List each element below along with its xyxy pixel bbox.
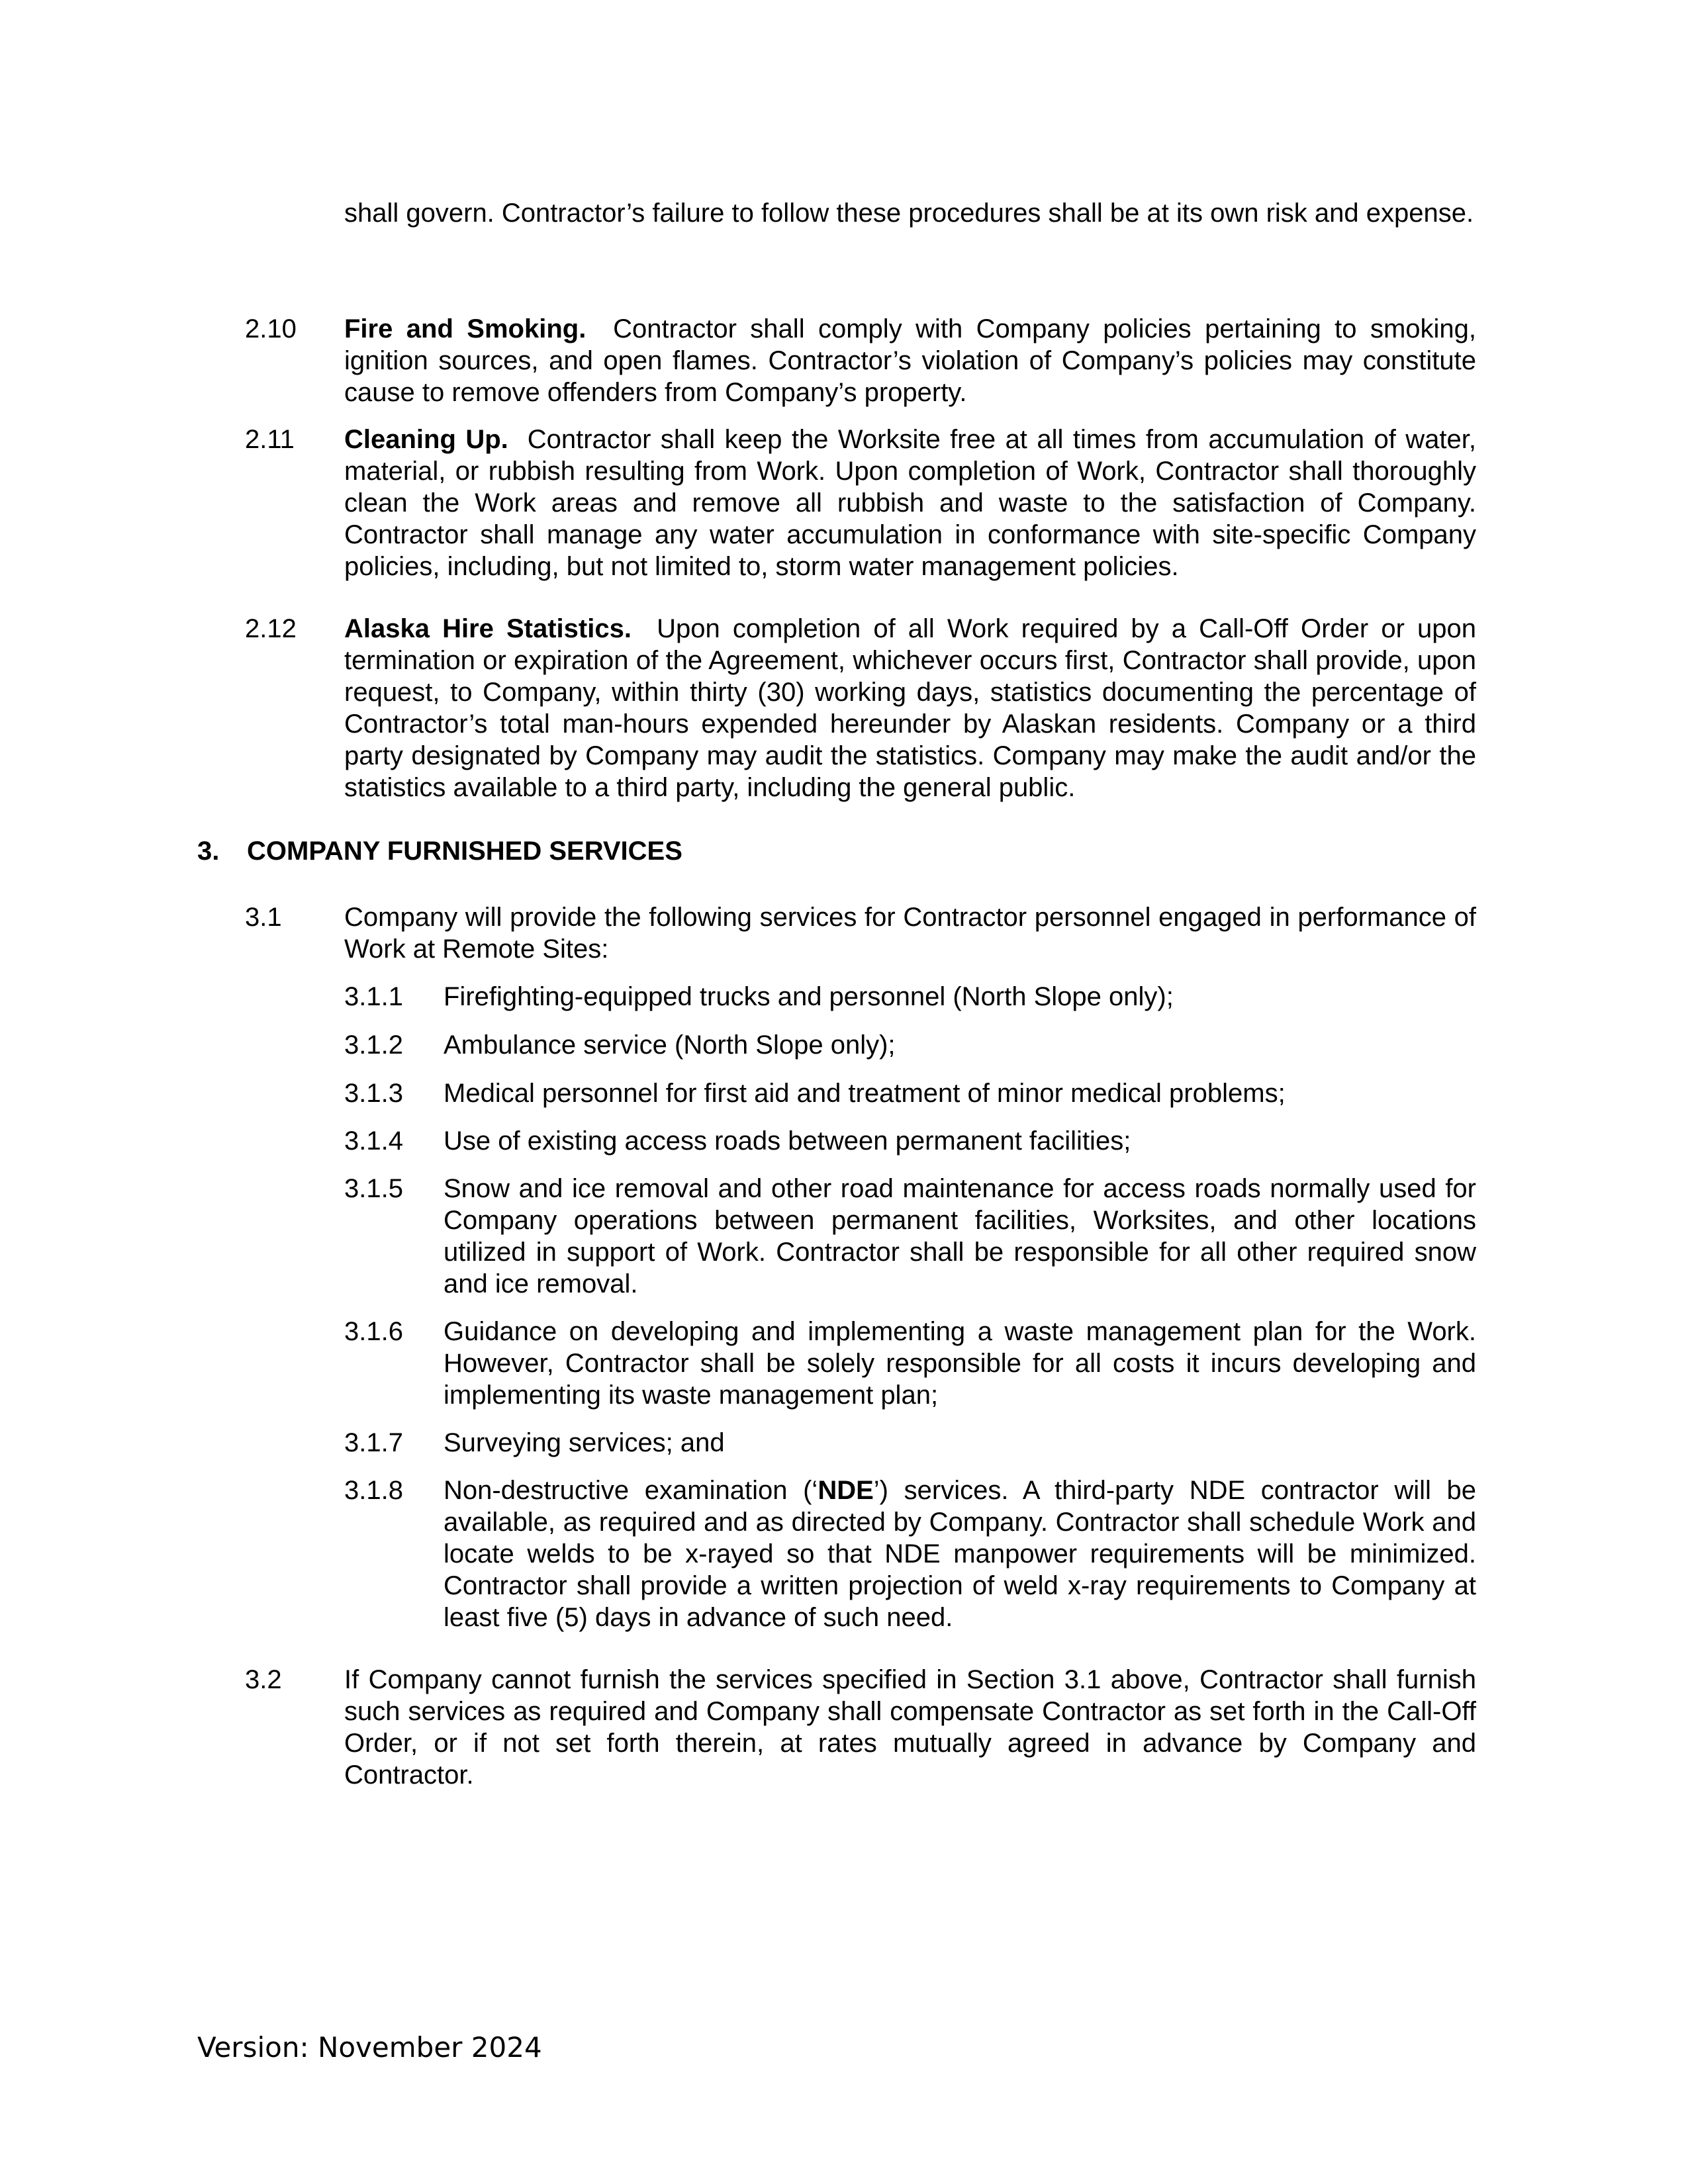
list-item-3-1-7	[344, 1427, 1476, 1459]
section-number: 2.12	[245, 614, 297, 643]
item-text: Ambulance service (North Slope only);	[444, 1030, 896, 1060]
section-number: 2.11	[245, 425, 295, 454]
list-item-3-1-1	[344, 981, 1476, 1013]
item-text-pre: Non-destructive examination (‘	[444, 1476, 818, 1505]
section-text: Contractor shall keep the Worksite free at all times from accumulation of water, material, or rubbish resulting from Work. Upon completion of Work, Contractor shall thoroughly clean the Work areas and remove all rubbish and waste to the satisfaction of Company. Contractor shall manage any water accumulation in conformance with site-specific Company policies, including, but not limited to, storm water management policies.	[344, 425, 1477, 581]
section-2-11	[245, 424, 1476, 582]
section-number: 3.2	[245, 1665, 282, 1694]
item-text: Firefighting-equipped trucks and personnel (North Slope only);	[444, 982, 1174, 1011]
section-text: Upon completion of all Work required by a Call-Off Order or upon termination or expiration of the Agreement, whichever occurs first, Contractor shall provide, upon request, to Company, within thirty (30) working days, statistics documenting the percentage of Contractor’s total man-hours expended hereunder by Alaskan residents. Company or a third party designated by Company may audit the statistics. Company may make the audit and/or the statistics available to a third party, including the general public.	[344, 614, 1476, 802]
item-text: Surveying services; and	[444, 1428, 725, 1457]
heading-title: COMPANY FURNISHED SERVICES	[247, 837, 682, 866]
section-title: Alaska Hire Statistics.	[344, 614, 632, 643]
section-text: Company will provide the following services for Contractor personnel engaged in performance of Work at Remote Sites:	[344, 903, 1476, 964]
section-text: Contractor shall comply with Company policies pertaining to smoking, ignition sources, and open flames. Contractor’s violation of Company’s policies may constitute cause to remove offenders from Company’s property.	[344, 314, 1476, 407]
section-body	[344, 424, 1476, 582]
list-item-3-1-5	[344, 1173, 1476, 1300]
defined-term: NDE	[818, 1476, 874, 1505]
section-2-10	[245, 313, 1476, 408]
list-item-3-1-8	[344, 1475, 1476, 1633]
section-3-2	[245, 1664, 1476, 1791]
section-title: Cleaning Up.	[344, 425, 508, 454]
list-item-3-1-2	[344, 1029, 1476, 1061]
item-number: 3.1.5	[344, 1174, 403, 1203]
continuation-paragraph: shall govern. Contractor’s failure to follow these procedures shall be at its own risk and expense.	[344, 199, 1474, 228]
item-number: 3.1.6	[344, 1317, 403, 1346]
section-number: 2.10	[245, 314, 297, 343]
item-text: Medical personnel for first aid and treatment of minor medical problems;	[444, 1079, 1286, 1108]
heading-number: 3.	[197, 837, 220, 866]
section-3-1	[245, 901, 1476, 965]
section-text: If Company cannot furnish the services specified in Section 3.1 above, Contractor shall furnish such services as required and Company shall compensate Contractor as set forth in the Call-Off Order, or if not set forth therein, at rates mutually agreed in advance by Company and Contractor.	[344, 1665, 1476, 1790]
item-number: 3.1.1	[344, 982, 403, 1011]
item-text: Snow and ice removal and other road maintenance for access roads normally used for Company operations between permanent facilities, Worksites, and other locations utilized in support of Work. Contractor shall be responsible for all other required snow and ice removal.	[444, 1174, 1476, 1298]
item-text	[444, 1475, 1476, 1633]
item-text: Guidance on developing and implementing a waste management plan for the Work. However, Contractor shall be solely responsible for all costs it incurs developing and implementing its waste management plan;	[444, 1317, 1476, 1410]
list-item-3-1-3	[344, 1077, 1476, 1109]
item-number: 3.1.8	[344, 1476, 403, 1505]
list-item-3-1-4	[344, 1125, 1476, 1157]
item-number: 3.1.4	[344, 1126, 403, 1156]
item-text-post: ’) services. A third-party NDE contractor will be available, as required and as directed by Company. Contractor shall schedule Work and locate welds to be x-rayed so that NDE manpower requirements will be minimized. Contractor shall provide a written projection of weld x-ray requirements to Company at least five (5) days in advance of such need.	[444, 1476, 1477, 1632]
section-title: Fire and Smoking.	[344, 314, 586, 343]
item-text: Use of existing access roads between permanent facilities;	[444, 1126, 1131, 1156]
section-body	[344, 313, 1476, 408]
section-number: 3.1	[245, 903, 282, 932]
item-number: 3.1.2	[344, 1030, 403, 1060]
version-footer: Version: November 2024	[197, 2031, 542, 2064]
list-item-3-1-6	[344, 1316, 1476, 1411]
item-number: 3.1.3	[344, 1079, 403, 1108]
section-3-heading	[197, 835, 682, 867]
item-number: 3.1.7	[344, 1428, 403, 1457]
section-2-12	[245, 613, 1476, 803]
section-body	[344, 613, 1476, 803]
